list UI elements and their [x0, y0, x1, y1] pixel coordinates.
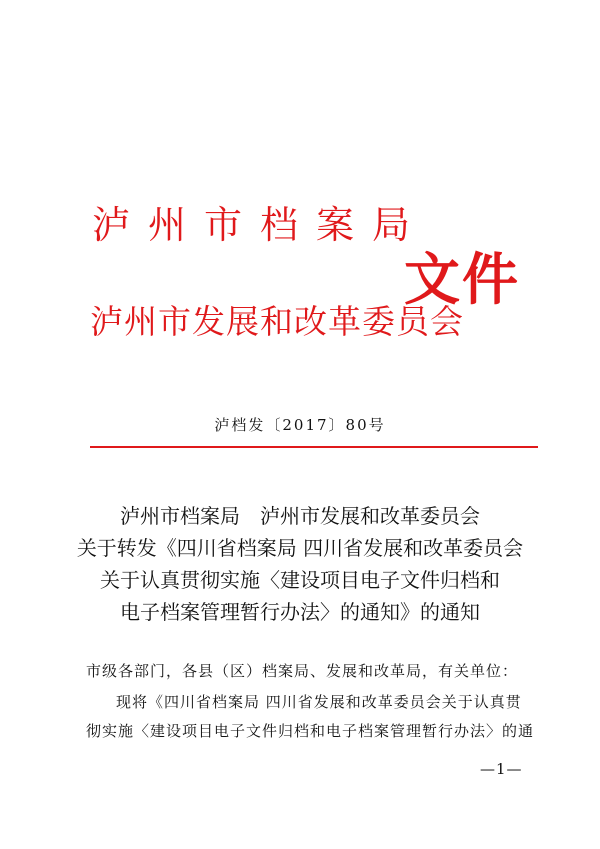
body-line: 彻实施〈建设项目电子文件归档和电子档案管理暂行办法〉的通	[86, 722, 535, 740]
red-header-rule	[90, 446, 538, 448]
issuing-org-archives-bureau: 泸州市档案局	[92, 203, 429, 247]
body-paragraph	[86, 688, 546, 746]
document-title	[40, 500, 560, 628]
document-type-label: 文件	[404, 247, 520, 313]
title-line: 泸州市档案局 泸州市发展和改革委员会	[120, 504, 480, 528]
document-number: 泸档发〔2017〕80号	[214, 416, 386, 434]
issuing-org-development-reform-commission: 泸州市发展和改革委员会	[90, 302, 464, 341]
body-line: 现将《四川省档案局 四川省发展和改革委员会关于认真贯	[116, 693, 522, 711]
title-line: 电子档案管理暂行办法〉的通知》的通知	[120, 600, 480, 624]
title-line: 关于认真贯彻实施〈建设项目电子文件归档和	[100, 568, 500, 592]
salutation: 市级各部门，各县（区）档案局、发展和改革局，有关单位：	[86, 662, 519, 680]
title-line: 关于转发《四川省档案局 四川省发展和改革委员会	[76, 536, 524, 560]
page-number: —1—	[480, 760, 523, 778]
